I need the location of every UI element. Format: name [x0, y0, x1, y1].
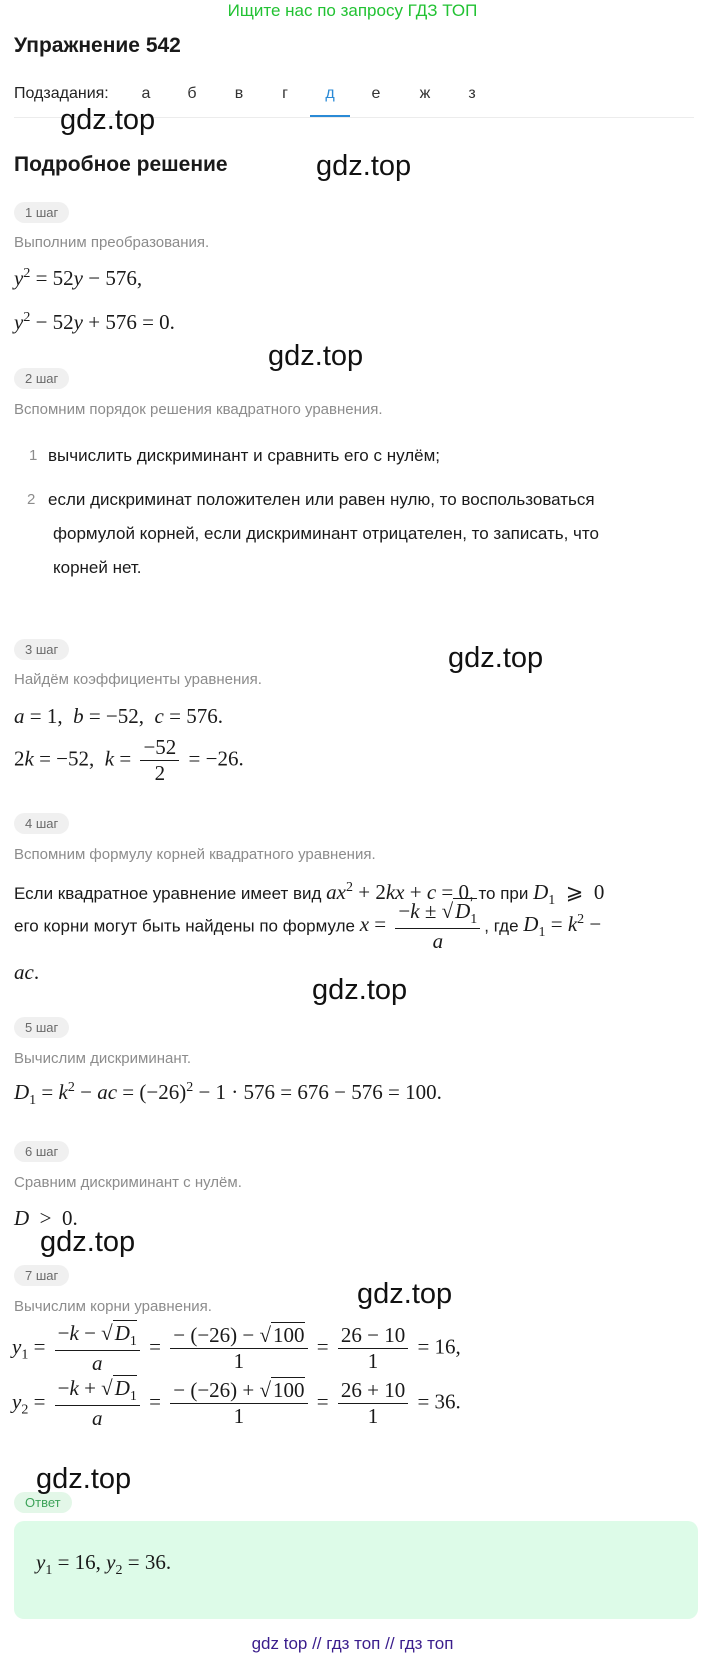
page-title: Упражнение 542	[14, 34, 181, 57]
tab-g[interactable]: г	[282, 85, 288, 102]
tab-zh[interactable]: ж	[419, 85, 431, 102]
formula-text	[14, 899, 601, 954]
inline-math: x = $\frac{-k \pm √D_1}{a}$	[360, 912, 485, 936]
inline-math: $D_1 = k^2$ −	[523, 912, 602, 941]
list-item: вычислить дискриминант и сравнить его с нулём;	[48, 446, 441, 465]
equation: $y^2 - 52y + 576 = 0$.	[14, 310, 175, 334]
text-fragment: Если квадратное уравнение имеет вид	[14, 884, 322, 903]
watermark: gdz.top	[448, 642, 544, 674]
equation: $y_2$ = $\frac{-k + √D_1}{a}$ = $\frac{- (-26) + √100}{1}$ = $\frac{26 + 10}{1}$ = 36.	[12, 1376, 461, 1431]
step-badge: 3 шаг	[14, 639, 69, 660]
tab-d[interactable]: д	[310, 85, 350, 117]
equation: $y^2 = 52y - 576$,	[14, 266, 143, 290]
list-item: корней нет.	[53, 558, 142, 577]
tab-v[interactable]: в	[234, 85, 244, 102]
tab-b[interactable]: б	[187, 85, 197, 102]
footer-links[interactable]: gdz top // гдз топ // гдз топ	[251, 1634, 454, 1653]
tab-e[interactable]: е	[371, 85, 381, 102]
step-badge: 5 шаг	[14, 1017, 69, 1038]
step-hint: Вспомним формулу корней квадратного уравнения.	[14, 846, 376, 863]
list-number: 1	[29, 447, 38, 464]
watermark: gdz.top	[357, 1278, 453, 1310]
step-hint: Выполним преобразования.	[14, 234, 210, 251]
list-number: 2	[27, 491, 36, 508]
watermark: gdz.top	[40, 1226, 136, 1258]
step-badge: 2 шаг	[14, 368, 69, 389]
text-fragment: , где	[484, 916, 519, 936]
step-hint: Вычислим дискриминант.	[14, 1050, 191, 1067]
step-badge: 7 шаг	[14, 1265, 69, 1286]
step-badge: 1 шаг	[14, 202, 69, 223]
answer-badge: Ответ	[14, 1492, 72, 1513]
equation: 2k = −52, k = $\frac{-52}{2}$ = −26.	[14, 735, 244, 785]
step-badge: 4 шаг	[14, 813, 69, 834]
step-hint: Найдём коэффициенты уравнения.	[14, 671, 262, 688]
watermark: gdz.top	[60, 104, 156, 136]
step-hint: Сравним дискриминант с нулём.	[14, 1174, 242, 1191]
step-badge: 6 шаг	[14, 1141, 69, 1162]
tab-z[interactable]: з	[468, 85, 476, 102]
answer-value: $y_1 = 16$, $y_2 = 36$.	[36, 1550, 172, 1579]
equation: $y_1$ = $\frac{-k - √D_1}{a}$ = $\frac{- (-26) - √100}{1}$ = $\frac{26 - 10}{1}$ = 16,	[12, 1321, 461, 1376]
solution-heading: Подробное решение	[14, 153, 228, 176]
watermark: gdz.top	[268, 340, 364, 372]
search-banner: Ищите нас по запросу ГДЗ ТОП	[227, 1, 478, 20]
list-item: если дискриминат положителен или равен нулю, то воспользоваться	[48, 490, 595, 509]
text-fragment: его корни могут быть найдены по формуле	[14, 916, 355, 936]
subtasks-label: Подзадания:	[14, 85, 109, 102]
inline-math: $ax^2 + 2kx + c = 0$	[326, 880, 469, 904]
equation: D > 0.	[14, 1206, 78, 1230]
inline-math: ac.	[14, 960, 40, 984]
inline-math: $D_1$ ⩾ 0	[533, 880, 605, 909]
equation: a = 1, b = −52, c = 576.	[14, 704, 223, 728]
step-hint: Вспомним порядок решения квадратного уравнения.	[14, 401, 383, 418]
step-hint: Вычислим корни уравнения.	[14, 1298, 212, 1315]
watermark: gdz.top	[312, 974, 408, 1006]
text-fragment: , то при	[469, 884, 529, 903]
watermark: gdz.top	[36, 1463, 132, 1495]
equation: $D_1 = k^2$ − ac = $(-26)^2 - 1 \cdot 576 = 676 - 576 = 100$.	[14, 1080, 442, 1109]
watermark: gdz.top	[316, 150, 412, 182]
list-item: формулой корней, если дискриминант отрицателен, то записать, что	[53, 524, 599, 543]
tab-a[interactable]: а	[141, 85, 151, 102]
